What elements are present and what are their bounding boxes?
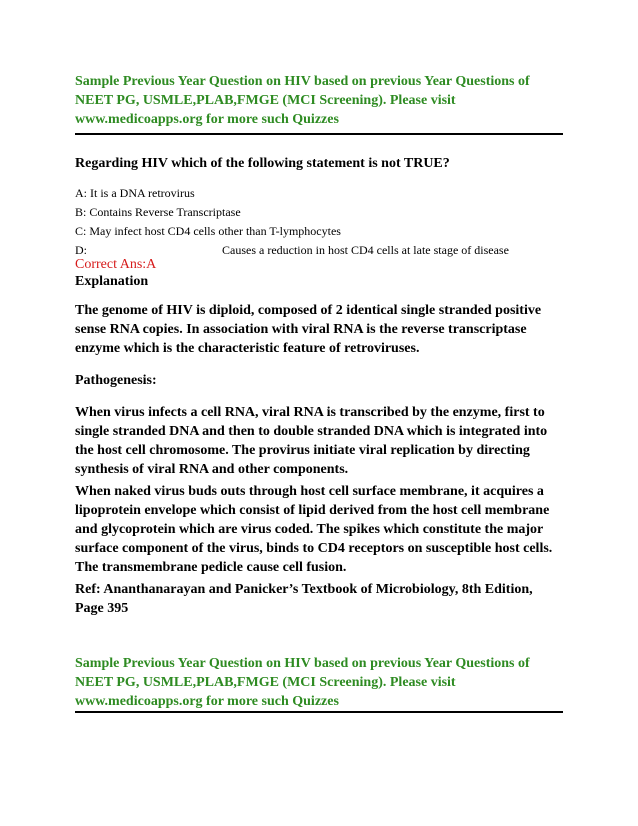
paragraph-line: When virus infects a cell RNA, viral RNA is transcribed by the enzyme, first to [75, 405, 545, 420]
envelope-paragraph [75, 482, 565, 577]
header-line: Sample Previous Year Question on HIV based on previous Year Questions of [75, 74, 530, 89]
paragraph-line: The transmembrane pedicle cause cell fusion. [75, 560, 347, 575]
footer-line: www.medicoapps.org for more such Quizzes [75, 694, 339, 709]
option-a: A: It is a DNA retrovirus [75, 186, 195, 200]
reference-line: Ref: Ananthanarayan and Panicker’s Textbook of Microbiology, 8th Edition, [75, 582, 533, 597]
footer-line: NEET PG, USMLE,PLAB,FMGE (MCI Screening). Please visit [75, 675, 456, 690]
explanation-title: Explanation [75, 274, 149, 289]
option-b: B: Contains Reverse Transcriptase [75, 205, 241, 219]
paragraph-line: and glycoprotein which are virus coded. The spikes which constitute the major [75, 522, 544, 537]
paragraph-line: synthesis of viral RNA and other components. [75, 462, 349, 477]
footer-line: Sample Previous Year Question on HIV based on previous Year Questions of [75, 656, 530, 671]
footer-divider [75, 711, 563, 713]
paragraph-line: single stranded DNA and then to double stranded DNA which is integrated into [75, 424, 548, 439]
option-d-text: Causes a reduction in host CD4 cells at late stage of disease [222, 243, 509, 257]
paragraph-line: surface component of the virus, binds to CD4 receptors on susceptible host cells. [75, 541, 553, 556]
paragraph-line: enzyme which is the characteristic feature of retroviruses. [75, 341, 420, 356]
option-d-label: D: [75, 243, 87, 257]
header-line: NEET PG, USMLE,PLAB,FMGE (MCI Screening). Please visit [75, 93, 456, 108]
header-promo [75, 72, 565, 129]
paragraph-line: sense RNA copies. In association with viral RNA is the reverse transcriptase [75, 322, 527, 337]
paragraph-line: The genome of HIV is diploid, composed of 2 identical single stranded positive [75, 303, 542, 318]
reference-line: Page 395 [75, 601, 129, 616]
correct-answer: Correct Ans:A [75, 257, 157, 272]
options-list [75, 184, 565, 260]
reference [75, 580, 565, 618]
paragraph-line: lipoprotein envelope which consist of lipid derived from the host cell membrane [75, 503, 550, 518]
header-line: www.medicoapps.org for more such Quizzes [75, 112, 339, 127]
paragraph-line: the host cell chromosome. The provirus initiate viral replication by directing [75, 443, 530, 458]
pathogenesis-title: Pathogenesis: [75, 373, 157, 388]
option-c: C: May infect host CD4 cells other than T-lymphocytes [75, 224, 341, 238]
header-divider [75, 133, 563, 135]
paragraph-line: When naked virus buds outs through host cell surface membrane, it acquires a [75, 484, 544, 499]
pathogenesis-paragraph [75, 403, 565, 479]
footer-promo [75, 654, 565, 711]
explanation-paragraph [75, 301, 565, 358]
question-text: Regarding HIV which of the following statement is not TRUE? [75, 156, 450, 171]
